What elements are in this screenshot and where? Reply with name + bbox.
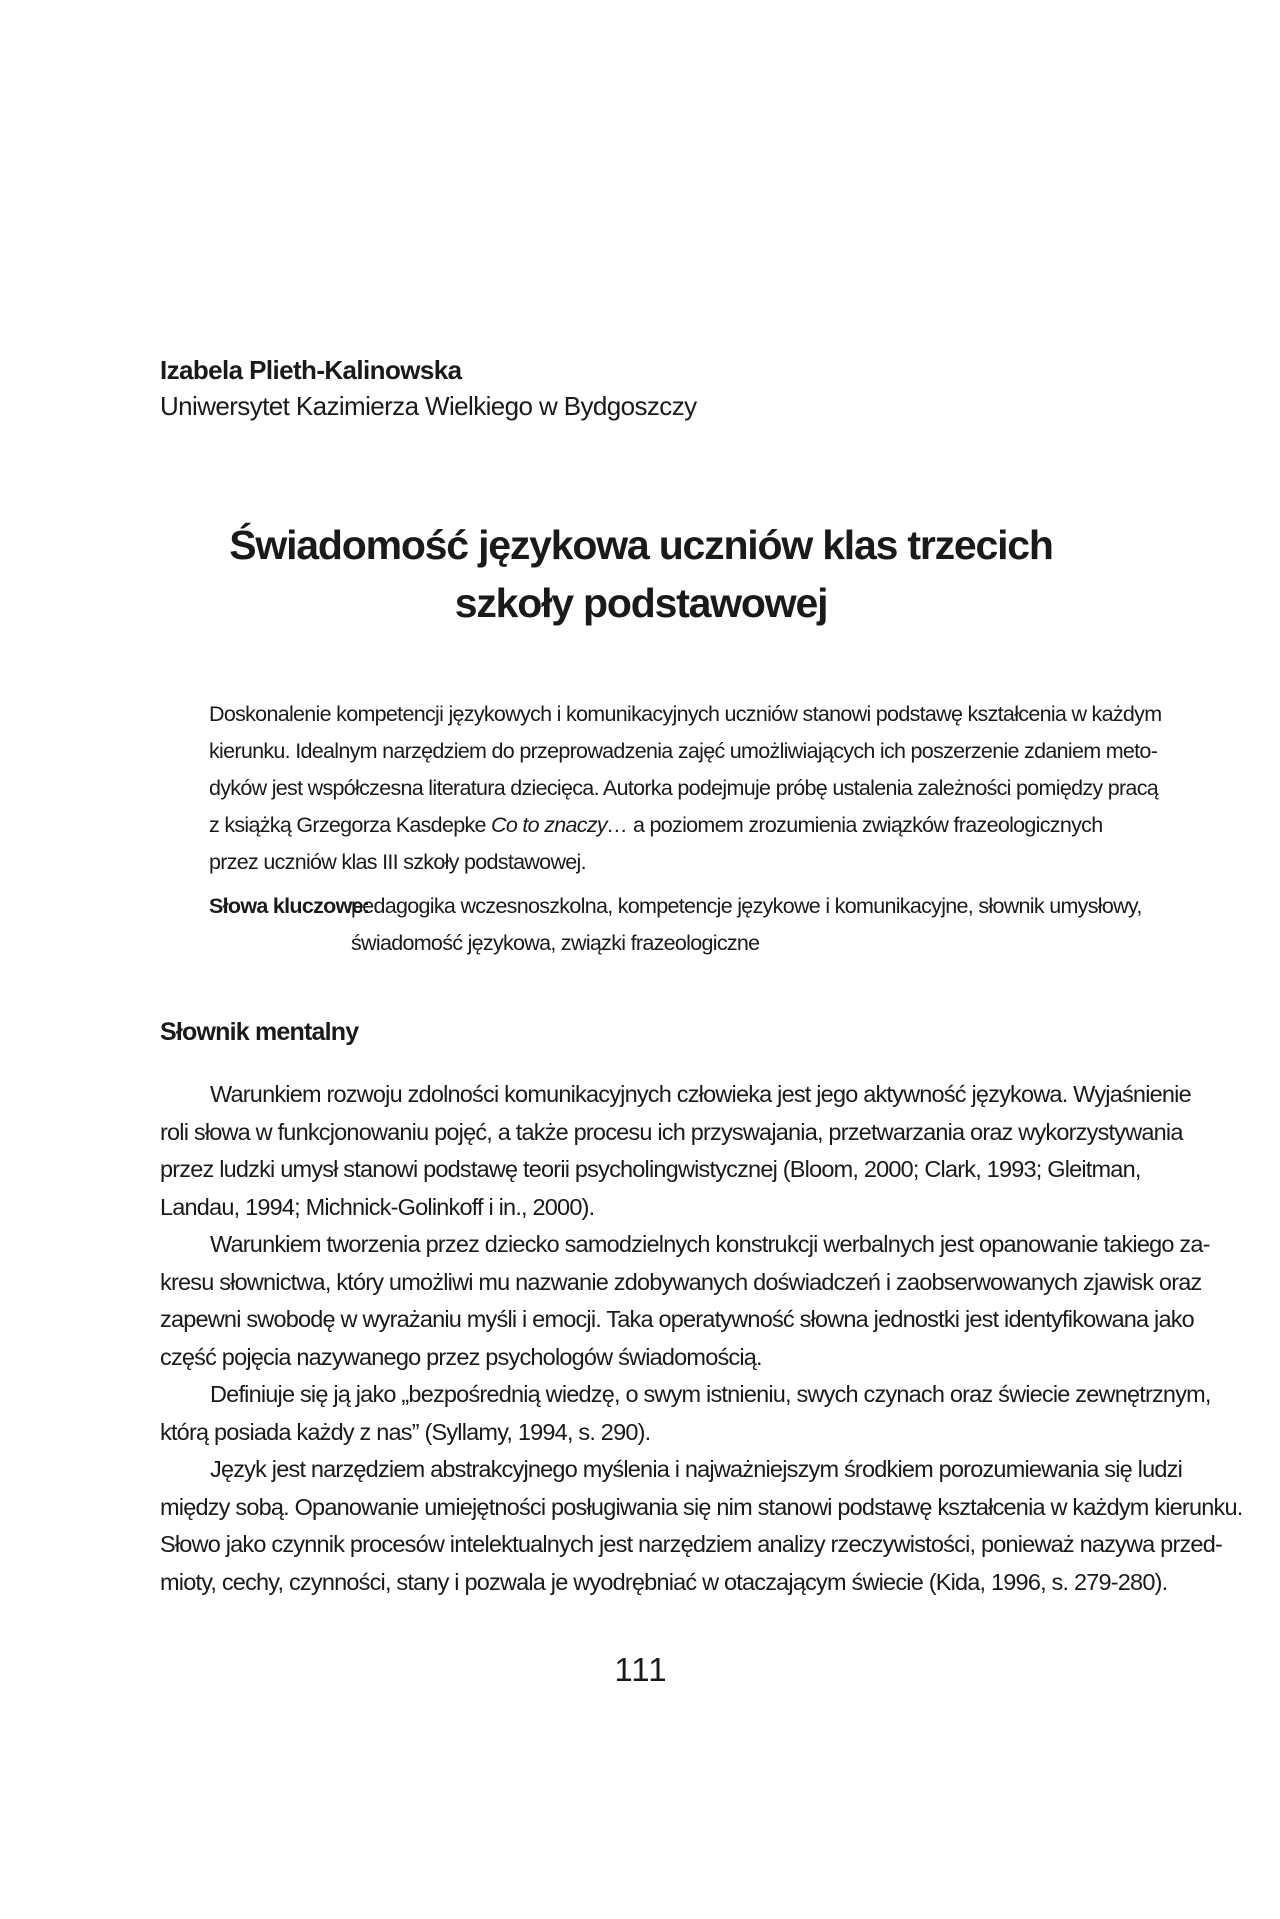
keywords-line-1 [209,888,1142,925]
body-line: między sobą. Opanowanie umiejętności posługiwania się nim stanowi podstawę kształcenia w każdym kierunku. [160,1493,1243,1520]
author-affiliation: Uniwersytet Kazimierza Wielkiego w Bydgoszczy [160,391,697,421]
abstract-line: przez uczniów klas III szkoły podstawowej. [209,850,586,874]
body-line: Landau, 1994; Michnick-Golinkoff i in., 2000). [160,1193,595,1220]
article-title-line-1: Świadomość językowa uczniów klas trzecich [229,522,1053,568]
body-line: część pojęcia nazywanego przez psychologów świadomością. [160,1343,762,1370]
body-text [160,1076,1243,1601]
page-number: 111 [614,1651,668,1688]
abstract-text: z książką Grzegorza Kasdepke [209,813,492,837]
keywords-list: pedagogika wczesnoszkolna, kompetencje językowe i komunikacyjne, słownik umysłowy, [351,894,1142,918]
body-line: Warunkiem rozwoju zdolności komunikacyjnych człowieka jest jego aktywność językowa. Wyjaśnienie [210,1081,1191,1107]
body-line: zapewni swobodę w wyrażaniu myśli i emocji. Taka operatywność słowna jednostki jest identyfikowana jako [160,1306,1194,1332]
body-line: mioty, cechy, czynności, stany i pozwala je wyodrębniać w otaczającym świecie (Kida, 1996, s. 279-280). [160,1568,1168,1595]
body-line: kresu słownictwa, który umożliwi mu nazwanie zdobywanych doświadczeń i zaobserwowanych zjawisk oraz [160,1268,1202,1295]
body-line: Język jest narzędziem abstrakcyjnego myślenia i najważniejszym środkiem porozumiewania się ludzi [210,1456,1182,1482]
body-line: Warunkiem tworzenia przez dziecko samodzielnych konstrukcji werbalnych jest opanowanie takiego za- [210,1231,1210,1257]
section-heading: Słownik mentalny [160,1018,359,1046]
body-line: Definiuje się ją jako „bezpośrednią wiedzę, o swym istnieniu, swych czynach oraz świecie zewnętrznym, [210,1381,1211,1407]
keywords [209,888,1142,962]
body-line: którą posiada każdy z nas” (Syllamy, 1994, s. 290). [160,1418,651,1445]
article-title-line-2: szkoły podstawowej [454,580,828,626]
book-title: Co to znaczy… [491,813,628,837]
abstract-line: dyków jest współczesna literatura dziecięca. Autorka podejmuje próbę ustalenia zależności pomiędzy pracą [209,776,1158,800]
abstract-line: kierunku. Idealnym narzędziem do przeprowadzenia zajęć umożliwiających ich poszerzenie zdaniem meto- [209,739,1158,763]
article-title [160,516,1122,632]
abstract-text: a poziomem zrozumienia związków frazeologicznych [627,813,1103,837]
author-name: Izabela Plieth-Kalinowska [160,355,462,385]
abstract [209,696,1162,881]
abstract-line: Doskonalenie kompetencji językowych i komunikacyjnych uczniów stanowi podstawę kształcenia w każdym [209,702,1162,726]
body-line: przez ludzki umysł stanowi podstawę teorii psycholingwistycznej (Bloom, 2000; Clark, 1993; Gleitman, [160,1156,1141,1182]
body-line: Słowo jako czynnik procesów intelektualnych jest narzędziem analizy rzeczywistości, ponieważ nazywa przed- [160,1531,1222,1557]
author-block [160,352,1060,424]
abstract-line-with-book-title [209,807,1103,844]
body-line: roli słowa w funkcjonowaniu pojęć, a także procesu ich przyswajania, przetwarzania oraz wykorzystywania [160,1118,1183,1145]
keywords-label: Słowa kluczowe: [209,894,370,918]
keywords-line-2: świadomość językowa, związki frazeologiczne [351,931,760,955]
